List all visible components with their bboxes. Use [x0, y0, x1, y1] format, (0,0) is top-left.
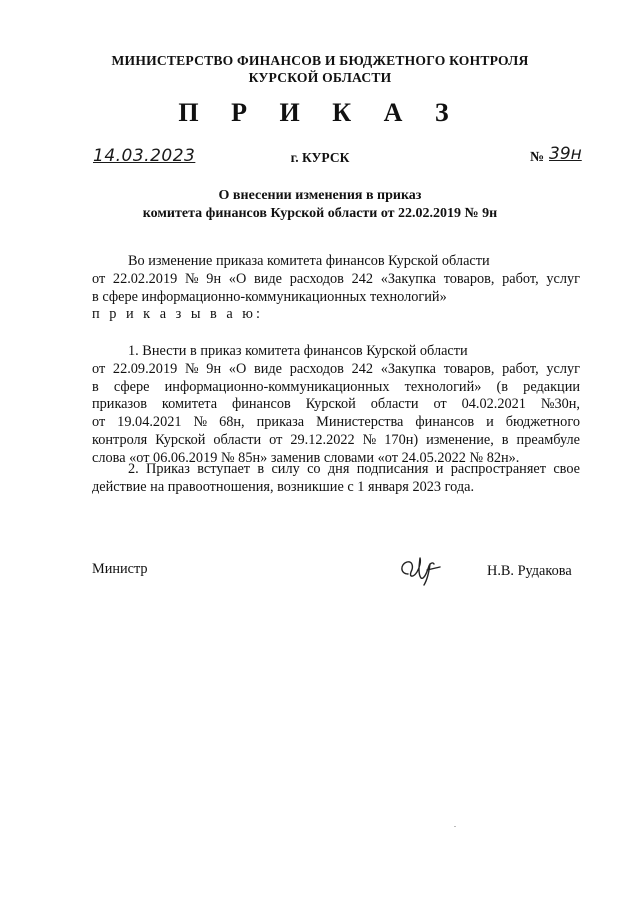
text-line: [92, 253, 580, 271]
word: технологий»: [369, 288, 447, 305]
text-line: 2. Приказ вступает в силу со дня подписания и распространяет свое: [128, 461, 580, 477]
scan-speck: [454, 826, 456, 827]
text-line: 1. Внести в приказ комитета финансов Курской области: [128, 343, 468, 359]
ministry-header: [0, 52, 640, 86]
document-subject: [0, 187, 640, 223]
paragraph-item-1: [92, 343, 580, 468]
text-line: от 22.09.2019 № 9н «О виде расходов 242 «Закупка товаров, работ, услуг: [92, 360, 580, 377]
document-type-title: П Р И К А З: [178, 98, 462, 127]
word: сфере: [102, 288, 138, 305]
text-line: от 19.04.2021 № 68н, приказа Министерства финансов и бюджетного: [92, 414, 580, 431]
ministry-name-line2: КУРСКОЙ ОБЛАСТИ: [248, 70, 392, 85]
handwritten-number: 39н: [549, 144, 582, 164]
signer-name: Н.В. Рудакова: [487, 563, 572, 579]
text-line: контроля Курской области от 29.12.2022 № 170н) изменение, в преамбуле: [92, 431, 580, 448]
preamble-paragraph: [92, 253, 580, 324]
text-line: [92, 289, 580, 307]
handwritten-signature-icon: [394, 552, 444, 588]
text-line: действие на правоотношения, возникшие с 1 января 2023 года.: [92, 478, 475, 495]
ministry-name-line1: МИНИСТЕРСТВО ФИНАНСОВ И БЮДЖЕТНОГО КОНТРОЛЯ: [111, 53, 529, 68]
text-line: от 22.02.2019 № 9н «О виде расходов 242 «Закупка товаров, работ, услуг: [92, 270, 580, 287]
subject-line1: О внесении изменения в приказ: [218, 188, 422, 203]
city-label: г. КУРСК: [290, 150, 350, 165]
word: информационно-коммуникационных: [141, 288, 367, 305]
text-line: слова «от 06.06.2019 № 85н» заменив словами «от 24.05.2022 № 82н».: [92, 449, 520, 466]
word: Во изменение приказа комитета финансов Курской области: [128, 253, 490, 269]
paragraph-item-2: [92, 461, 580, 497]
word: в: [92, 288, 99, 305]
signer-position: Министр: [92, 561, 148, 577]
order-verb: п р и к а з ы в а ю:: [92, 306, 263, 323]
subject-line2: комитета финансов Курской области от 22.02.2019 № 9н: [142, 206, 498, 221]
number-label: №: [530, 150, 545, 165]
text-line: приказов комитета финансов Курской области от 04.02.2021 №30н,: [92, 396, 580, 413]
handwritten-date: 14.03.2023: [93, 146, 196, 166]
text-line: в сфере информационно-коммуникационных технологий» (в редакции: [92, 378, 580, 395]
